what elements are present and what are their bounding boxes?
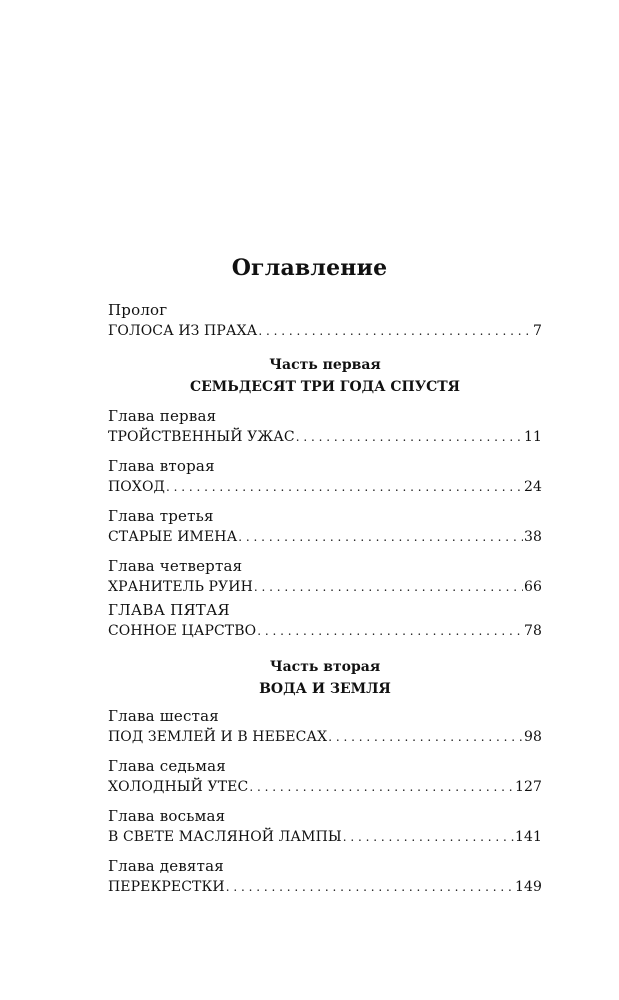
- dot-leader: [296, 426, 523, 448]
- chapter-page-number: 141: [514, 829, 542, 845]
- chapter-label: ГЛАВА ПЯТАЯ: [108, 601, 230, 619]
- prologue-label: Пролог: [108, 301, 168, 319]
- prologue-page-number: 7: [532, 323, 542, 339]
- chapter-line[interactable]: [108, 776, 542, 798]
- chapter-title: ХОЛОДНЫЙ УТЕС: [108, 779, 249, 795]
- toc-entry-chapter-5: [108, 600, 542, 642]
- chapter-label: Глава шестая: [108, 707, 219, 725]
- toc-entry-chapter-6: [108, 706, 542, 748]
- toc-entry-chapter-4: [108, 556, 542, 598]
- chapter-page-number: 38: [523, 529, 542, 545]
- chapter-title: В СВЕТЕ МАСЛЯНОЙ ЛАМПЫ: [108, 829, 342, 845]
- dot-leader: [238, 526, 523, 548]
- dot-leader: [166, 476, 523, 498]
- part-2-label: Часть вторая: [269, 659, 381, 675]
- chapter-label: Глава четвертая: [108, 557, 243, 575]
- prologue-line[interactable]: [108, 320, 542, 342]
- chapter-line[interactable]: [108, 876, 542, 898]
- part-1-title: СЕМЬДЕСЯТ ТРИ ГОДА СПУСТЯ: [189, 379, 461, 395]
- chapter-page-number: 127: [514, 779, 542, 795]
- chapter-label: Глава первая: [108, 407, 217, 425]
- chapter-title: ПОД ЗЕМЛЕЙ И В НЕБЕСАХ: [108, 729, 328, 745]
- toc-entry-chapter-3: [108, 506, 542, 548]
- part-1-label: Часть первая: [269, 357, 381, 373]
- toc-entry-chapter-2: [108, 456, 542, 498]
- chapter-page-number: 78: [523, 623, 542, 639]
- chapter-title: ТРОЙСТВЕННЫЙ УЖАС: [108, 429, 295, 445]
- dot-leader: [249, 776, 514, 798]
- chapter-label: Глава девятая: [108, 857, 224, 875]
- chapter-label: Глава седьмая: [108, 757, 226, 775]
- chapter-page-number: 11: [523, 429, 542, 445]
- toc-entry-chapter-9: [108, 856, 542, 898]
- chapter-page-number: 24: [523, 479, 542, 495]
- chapter-page-number: 149: [514, 879, 542, 895]
- toc-entry-prologue: [108, 300, 542, 342]
- toc-entry-chapter-1: [108, 406, 542, 448]
- dot-leader: [254, 576, 523, 598]
- chapter-label: Глава вторая: [108, 457, 215, 475]
- chapter-page-number: 98: [523, 729, 542, 745]
- chapter-line[interactable]: [108, 476, 542, 498]
- chapter-label: Глава восьмая: [108, 807, 226, 825]
- prologue-title: ГОЛОСА ИЗ ПРАХА: [108, 323, 258, 339]
- table-of-contents: [108, 300, 542, 906]
- chapter-line[interactable]: [108, 826, 542, 848]
- chapter-title: ХРАНИТЕЛЬ РУИН: [108, 579, 253, 595]
- chapter-line[interactable]: [108, 726, 542, 748]
- chapter-title: ПЕРЕКРЕСТКИ: [108, 879, 225, 895]
- chapter-page-number: 66: [523, 579, 542, 595]
- chapter-title: СОННОЕ ЦАРСТВО: [108, 623, 257, 639]
- dot-leader: [226, 876, 514, 898]
- chapter-line[interactable]: [108, 620, 542, 642]
- part-2-title: ВОДА И ЗЕМЛЯ: [259, 681, 391, 697]
- toc-entry-chapter-7: [108, 756, 542, 798]
- page-title: Оглавление: [231, 255, 388, 281]
- dot-leader: [258, 320, 532, 342]
- chapter-title: СТАРЫЕ ИМЕНА: [108, 529, 238, 545]
- chapter-line[interactable]: [108, 576, 542, 598]
- chapter-line[interactable]: [108, 526, 542, 548]
- chapter-title: ПОХОД: [108, 479, 166, 495]
- chapter-label: Глава третья: [108, 507, 214, 525]
- dot-leader: [343, 826, 514, 848]
- dot-leader: [257, 620, 523, 642]
- dot-leader: [328, 726, 523, 748]
- chapter-line[interactable]: [108, 426, 542, 448]
- toc-entry-chapter-8: [108, 806, 542, 848]
